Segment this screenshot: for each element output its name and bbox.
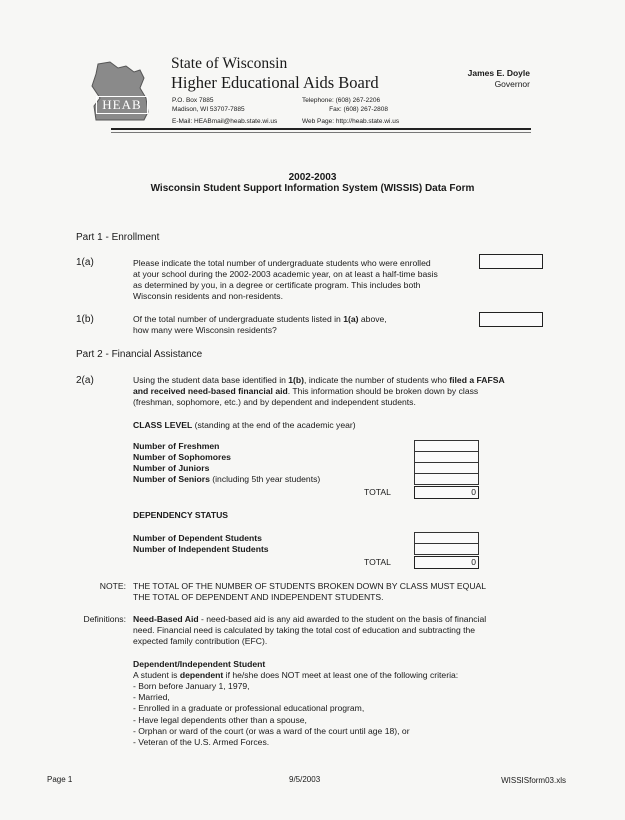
dependent-label: Number of Dependent Students bbox=[133, 533, 262, 543]
page-number: Page 1 bbox=[47, 775, 73, 784]
q1b-text: Of the total number of undergraduate students listed in 1(a) above, how many were Wisconsin residents? bbox=[133, 314, 387, 335]
dependency-heading: DEPENDENCY STATUS bbox=[133, 510, 229, 520]
dependent-independent-definition: Dependent/Independent Student A student is dependent if he/she does NOT meet at least one of the following criteria: - Born before January 1, 1979, - Married, - Enrolled in a graduate or professional educational program, - Have legal dependents other than a spouse, - Orphan or ward of the court (or was a ward of the court until age 18), or - Veteran of the U.S. Armed Forces. bbox=[133, 659, 459, 748]
criteria-item: - Veteran of the U.S. Armed Forces. bbox=[133, 737, 270, 748]
q1b-label: 1(b) bbox=[76, 314, 94, 325]
juniors-label: Number of Juniors bbox=[133, 463, 210, 473]
part2-heading: Part 2 - Financial Assistance bbox=[76, 349, 203, 360]
seniors-input[interactable] bbox=[414, 473, 479, 485]
address-line-1: P.O. Box 7885 bbox=[172, 97, 214, 104]
form-title: Wisconsin Student Support Information System (WISSIS) Data Form bbox=[150, 183, 475, 194]
independent-label: Number of Independent Students bbox=[133, 544, 269, 554]
q1a-input[interactable] bbox=[479, 254, 543, 269]
class-total-value: 0 bbox=[414, 486, 479, 499]
q1b-input[interactable] bbox=[479, 312, 543, 327]
note-label: NOTE: bbox=[99, 581, 126, 591]
address-line-2: Madison, WI 53707-7885 bbox=[172, 106, 245, 113]
criteria-item: - Enrolled in a graduate or professional educational program, bbox=[133, 703, 365, 714]
criteria-item: - Born before January 1, 1979, bbox=[133, 681, 250, 691]
q2a-text: Using the student data base identified in 1(b), indicate the number of students who filed a FAFSA and received need-based financial aid. This information should be broken down by class (freshman, sophomore, etc.) and by dependent and independent students. bbox=[133, 375, 505, 407]
criteria-item: - Orphan or ward of the court (or was a ward of the court until age 18), or bbox=[133, 725, 410, 736]
dependency-total-value: 0 bbox=[414, 556, 479, 569]
criteria-item: - Have legal dependents other than a spouse, bbox=[133, 714, 307, 725]
q1a-label: 1(a) bbox=[76, 257, 94, 268]
sophomores-label: Number of Sophomores bbox=[133, 452, 231, 462]
heab-logo-text: HEAB bbox=[102, 97, 142, 112]
footer-date: 9/5/2003 bbox=[289, 775, 321, 784]
header-rule-thick bbox=[111, 128, 531, 130]
part1-heading: Part 1 - Enrollment bbox=[76, 232, 160, 243]
class-level-heading: CLASS LEVEL (standing at the end of the academic year) bbox=[133, 420, 356, 430]
governor-name: James E. Doyle bbox=[467, 68, 530, 78]
dependency-total-label: TOTAL bbox=[364, 557, 391, 567]
board-name: Higher Educational Aids Board bbox=[171, 73, 379, 92]
footer-filename: WISSISform03.xls bbox=[501, 776, 566, 785]
seniors-label: Number of Seniors (including 5th year students) bbox=[133, 474, 321, 484]
q1a-text: Please indicate the total number of undergraduate students who were enrolled at your school during the 2002-2003 academic year, on at least a half-time basis as determined by you, in a degree or certificate program. This includes both Wisconsin residents and non-residents. bbox=[133, 258, 438, 301]
governor-title: Governor bbox=[494, 79, 530, 89]
q2a-label: 2(a) bbox=[76, 375, 94, 386]
definitions-label: Definitions: bbox=[83, 614, 126, 624]
note-text: THE TOTAL OF THE NUMBER OF STUDENTS BROKEN DOWN BY CLASS MUST EQUAL THE TOTAL OF DEPENDENT AND INDEPENDENT STUDENTS. bbox=[133, 581, 487, 602]
wisconsin-map-logo bbox=[88, 58, 160, 124]
state-name: State of Wisconsin bbox=[171, 55, 288, 72]
telephone: Telephone: (608) 267-2206 bbox=[302, 97, 381, 104]
need-based-aid-definition: Need-Based Aid - need-based aid is any aid awarded to the student on the basis of financial need. Financial need is calculated by taking the total cost of education and subtracting the expected family contribution (EFC). bbox=[133, 614, 487, 646]
criteria-item: - Married, bbox=[133, 692, 170, 703]
header-rule-thin bbox=[111, 132, 531, 133]
class-total-label: TOTAL bbox=[364, 487, 391, 497]
fax: Fax: (608) 267-2808 bbox=[329, 106, 388, 113]
web-page: Web Page: http://heab.state.wi.us bbox=[302, 118, 400, 125]
independent-input[interactable] bbox=[414, 543, 479, 555]
form-year: 2002-2003 bbox=[288, 172, 337, 183]
freshmen-label: Number of Freshmen bbox=[133, 441, 220, 451]
email-address: E-Mail: HEABmail@heab.state.wi.us bbox=[172, 118, 278, 125]
